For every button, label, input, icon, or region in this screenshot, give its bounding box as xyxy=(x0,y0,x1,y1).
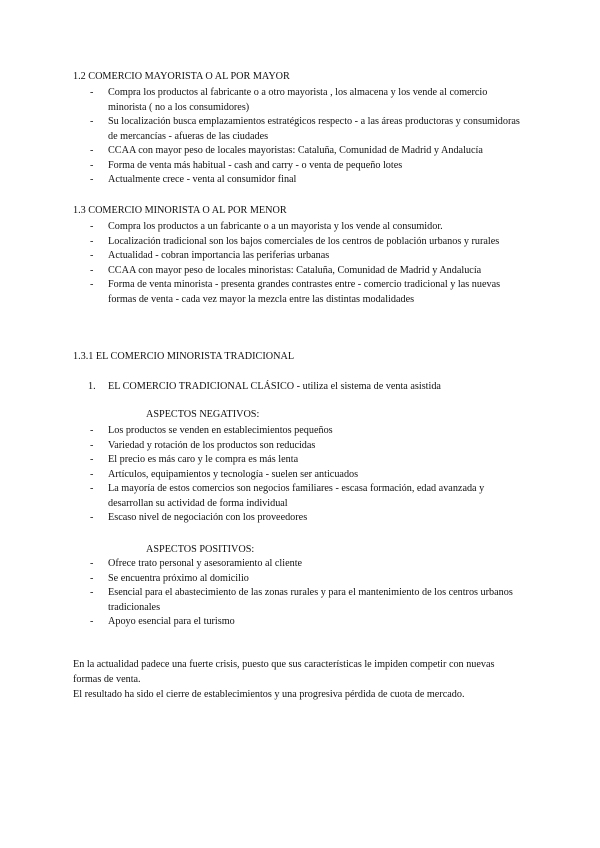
section-1-2-list xyxy=(88,86,528,188)
section-1-3-1-heading: 1.3.1 EL COMERCIO MINORISTA TRADICIONAL xyxy=(73,351,295,362)
positive-aspects-list xyxy=(88,557,528,630)
negative-aspects-list xyxy=(88,424,528,526)
list-item: - El precio es más caro y le compra es más lenta xyxy=(88,453,528,468)
list-item: - Compra los productos a un fabricante o a un mayorista y los vende al consumidor. xyxy=(88,220,528,235)
positive-aspects-heading: ASPECTOS POSITIVOS: xyxy=(146,544,255,555)
list-item: - Su localización busca emplazamientos estratégicos respecto - a las áreas productoras y consumidoras de mercancías - afueras de las ciudades xyxy=(88,115,528,144)
list-item: - CCAA con mayor peso de locales minoristas: Cataluña, Comunidad de Madrid y Andalucía xyxy=(88,264,528,279)
list-item: - CCAA con mayor peso de locales mayoristas: Cataluña, Comunidad de Madrid y Andalucía xyxy=(88,144,528,159)
list-item: - Compra los productos al fabricante o a otro mayorista , los almacena y los vende al comercio minorista ( no a los consumidores) xyxy=(88,86,528,115)
list-item: - Los productos se venden en establecimientos pequeños xyxy=(88,424,528,439)
list-item: - Artículos, equipamientos y tecnología - suelen ser anticuados xyxy=(88,468,528,483)
list-item: - Forma de venta más habitual - cash and carry - o venta de pequeño lotes xyxy=(88,159,528,174)
list-item: - Escaso nivel de negociación con los proveedores xyxy=(88,511,528,526)
negative-aspects-heading: ASPECTOS NEGATIVOS: xyxy=(146,409,260,420)
list-item: - Forma de venta minorista - presenta grandes contrastes entre - comercio tradicional y las nuevas formas de venta - cada vez mayor la mezcla entre las distintas modalidades xyxy=(88,278,528,307)
list-item: - Variedad y rotación de los productos son reducidas xyxy=(88,439,528,454)
section-1-3-list xyxy=(88,220,528,307)
item-text: EL COMERCIO TRADICIONAL CLÁSICO - utiliza el sistema de venta asistida xyxy=(108,381,441,392)
list-item: - Ofrece trato personal y asesoramiento al cliente xyxy=(88,557,528,572)
closing-paragraph: El resultado ha sido el cierre de establecimientos y una progresiva pérdida de cuota de mercado. xyxy=(73,689,465,700)
list-item: - Apoyo esencial para el turismo xyxy=(88,615,528,630)
closing-paragraph: En la actualidad padece una fuerte crisis, puesto que sus características le impiden competir con nuevas formas de venta. xyxy=(73,659,495,685)
numbered-item xyxy=(88,380,441,395)
section-1-2-heading: 1.2 COMERCIO MAYORISTA O AL POR MAYOR xyxy=(73,71,290,82)
item-number: 1. xyxy=(88,381,96,392)
list-item: - Se encuentra próximo al domicilio xyxy=(88,572,528,587)
list-item: - La mayoría de estos comercios son negocios familiares - escasa formación, edad avanzada y desarrollan su actividad de forma individual xyxy=(88,482,528,511)
list-item: - Actualidad - cobran importancia las periferias urbanas xyxy=(88,249,528,264)
list-item: - Localización tradicional son los bajos comerciales de los centros de población urbanos y rurales xyxy=(88,235,528,250)
section-1-3-heading: 1.3 COMERCIO MINORISTA O AL POR MENOR xyxy=(73,205,287,216)
list-item: - Esencial para el abastecimiento de las zonas rurales y para el mantenimiento de los centros urbanos tradicionales xyxy=(88,586,528,615)
list-item: - Actualmente crece - venta al consumidor final xyxy=(88,173,528,188)
